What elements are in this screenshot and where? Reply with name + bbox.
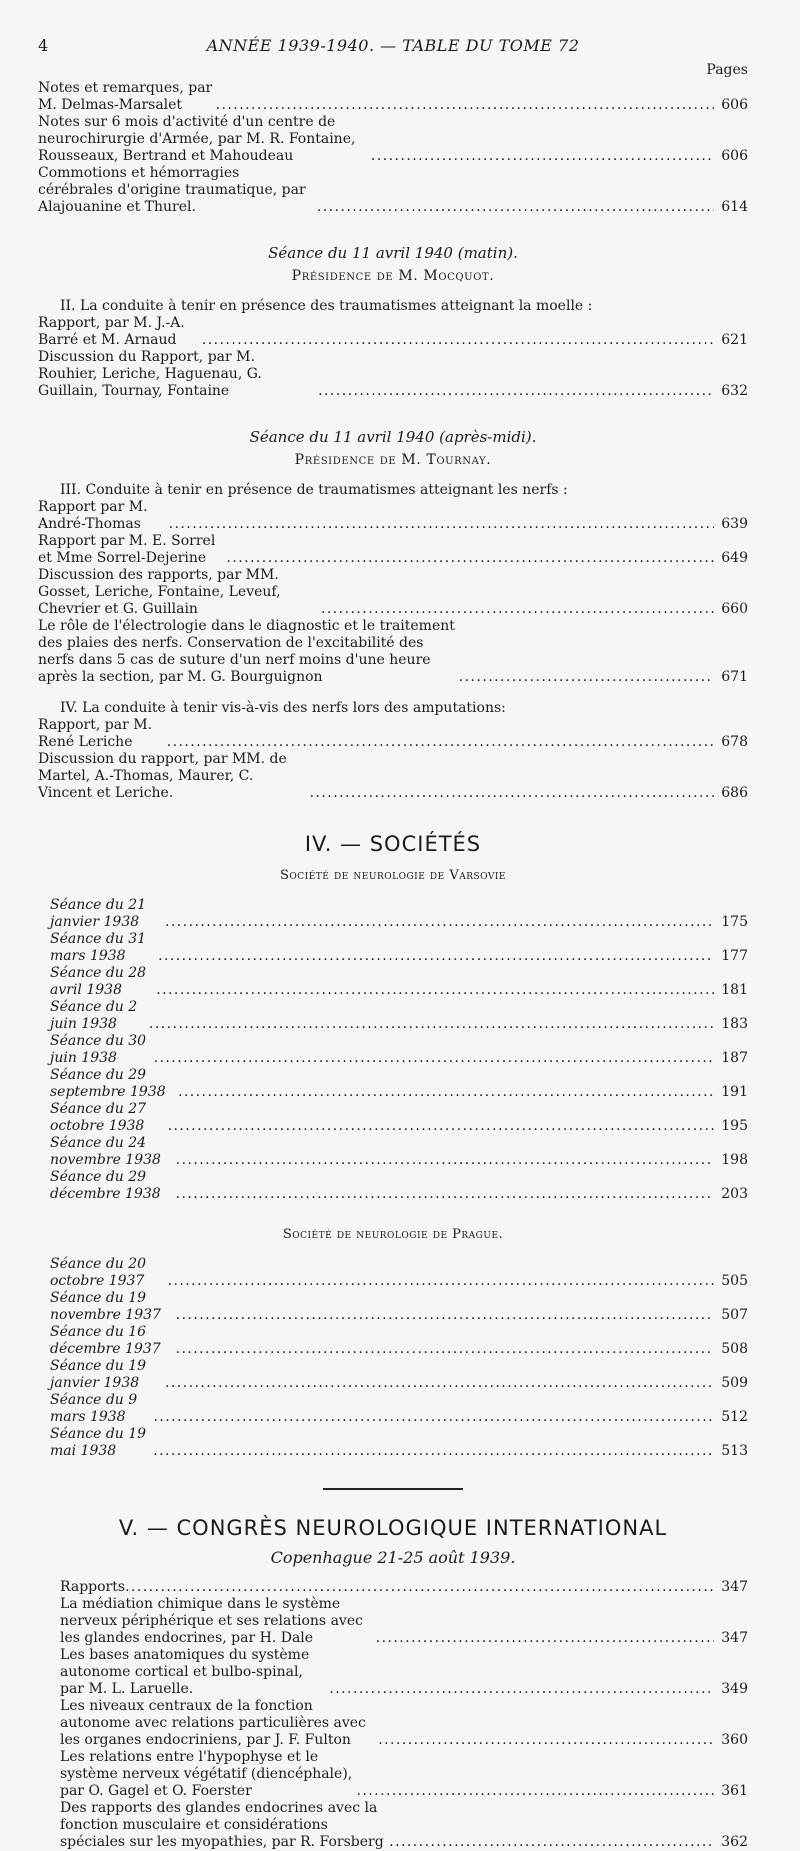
entry-page: 606 [721,97,748,113]
entry-page: 513 [721,1443,748,1459]
entry-label: Les niveaux centraux de la fonction autonome avec relations particulières avec les organes endocriniens, par J. F. Fulton [60,1698,366,1748]
entry-page: 649 [721,550,748,566]
toc-entry [38,165,748,216]
entry-page: 360 [721,1732,748,1748]
prague-block [38,1227,748,1460]
entry-label: Rapport par M. E. Sorrel et Mme Sorrel-Dejerine [38,533,216,566]
entry-label: Rapport par M. André-Thomas [38,499,148,532]
entry-page: 349 [721,1681,748,1697]
entry-label: Séance du 28 avril 1938 [50,965,147,998]
leader-dots [149,1016,714,1033]
leader-dots [156,982,714,999]
entry-label: Séance du 21 janvier 1938 [50,897,147,930]
leader-dots [153,1409,714,1426]
toc-entry [60,1800,748,1851]
leader-dots [226,550,714,567]
toc-entry [50,1426,748,1460]
leader-dots [202,332,714,349]
entry-label: Rapports [60,1579,126,1595]
entry-page: 508 [721,1341,748,1357]
entry-label: Séance du 20 octobre 1937 [50,1256,147,1289]
entry-page: 175 [721,914,748,930]
toc-entry [38,567,748,618]
leader-dots [371,148,714,165]
page-number: 4 [38,36,49,55]
entry-label: Commotions et hémorragies cérébrales d'origine traumatique, par Alajouanine et Thurel. [38,165,306,215]
entry-label: Séance du 19 mai 1938 [50,1426,147,1459]
leader-dots [153,1443,714,1460]
toc-entry [50,1135,748,1169]
leader-dots [176,1152,714,1169]
entry-page: 507 [721,1307,748,1323]
toc-entry [50,965,748,999]
toc-entry [50,931,748,965]
toc-entry [38,751,748,802]
toc-entry [50,1290,748,1324]
toc-entry [50,1324,748,1358]
toc-entry [38,80,748,114]
leader-dots [216,97,714,114]
leader-dots [378,1732,714,1749]
leader-dots [168,1273,714,1290]
entry-page: 191 [721,1084,748,1100]
varsovie-block [38,868,748,1203]
leader-dots [176,1307,714,1324]
toc-entry [50,1169,748,1203]
entry-page: 614 [721,199,748,215]
section-congres-heading: V. — CONGRÈS NEUROLOGIQUE INTERNATIONAL [118,1516,668,1540]
toc-entry [60,1698,748,1749]
toc-entry [50,1392,748,1426]
toc-entry [60,1749,748,1800]
prague-heading: Société de neurologie de Prague. [282,1227,504,1242]
entry-label: La médiation chimique dans le système nerveux périphérique et ses relations avec les glandes endocrines, par H. Dale [60,1596,363,1646]
entry-page: 606 [721,148,748,164]
congres-subheading: Copenhague 21-25 août 1939. [270,1548,516,1567]
seance-heading-afternoon: Séance du 11 avril 1940 (après-midi). [249,428,537,446]
congres-block [38,1579,748,1851]
pages-column-label: Pages [706,62,748,78]
entry-label: Séance du 31 mars 1938 [50,931,147,964]
toc-entry [50,1358,748,1392]
entry-label: Séance du 27 octobre 1938 [50,1101,147,1134]
leader-dots [178,1084,714,1101]
entry-label: Les relations entre l'hypophyse et le système nerveux végétatif (diencéphale), par O. Gagel et O. Foerster [60,1749,353,1799]
entry-label: Le rôle de l'électrologie dans le diagnostic et le traitement des plaies des nerfs. Conservation de l'excitabilité des nerfs dans 5 cas de suture d'un nerf moins d'une heure après la section, par M. G. Bourguignon [38,618,455,685]
leader-dots [318,383,714,400]
presidence-afternoon: Présidence de M. Tournay. [294,452,492,468]
entry-page: 639 [721,516,748,532]
leader-dots [310,785,714,802]
leader-dots [317,199,714,216]
entry-label: Séance du 29 décembre 1938 [50,1169,161,1202]
entry-page: 183 [721,1016,748,1032]
toc-entry [38,499,748,533]
entry-page: 177 [721,948,748,964]
leader-dots [154,1050,714,1067]
entry-label: Séance du 16 décembre 1937 [50,1324,161,1357]
toc-entry [60,1647,748,1698]
leader-dots [169,516,714,533]
entry-label: Séance du 19 novembre 1937 [50,1290,161,1323]
leader-dots [125,1579,714,1596]
entry-page: 512 [721,1409,748,1425]
entry-page: 347 [721,1579,748,1595]
toc-entry [38,533,748,567]
seance-heading-morning: Séance du 11 avril 1940 (matin). [268,244,518,262]
varsovie-heading: Société de neurologie de Varsovie [280,868,506,883]
entry-page: 678 [721,734,748,750]
presidence-morning: Présidence de M. Mocquot. [291,268,495,284]
entry-page: 509 [721,1375,748,1391]
entry-page: 686 [721,785,748,801]
leader-dots [376,1630,714,1647]
leader-dots [176,1186,714,1203]
top-entries [38,80,748,216]
part-4-heading: IV. La conduite à tenir vis-à-vis des nerfs lors des amputations: [60,700,506,716]
leader-dots [321,601,714,618]
toc-entry [50,897,748,931]
section-divider [323,1488,463,1490]
entry-label: Les bases anatomiques du système autonome cortical et bulbo-spinal, par M. L. Laruelle. [60,1647,310,1697]
toc-entry [60,1596,748,1647]
toc-entry [50,1067,748,1101]
part-2-heading: II. La conduite à tenir en présence des traumatismes atteignant la moelle : [60,298,593,314]
leader-dots [168,1118,714,1135]
entry-page: 621 [721,332,748,348]
entry-label: Séance du 29 septembre 1938 [50,1067,166,1100]
entry-page: 198 [721,1152,748,1168]
leader-dots [389,1834,714,1851]
toc-entry [60,1579,748,1596]
toc-entry [50,1033,748,1067]
entry-label: Séance du 2 juin 1938 [50,999,138,1032]
toc-entry [38,349,748,400]
entry-page: 505 [721,1273,748,1289]
leader-dots [165,914,714,931]
leader-dots [165,1375,714,1392]
entry-label: Séance du 19 janvier 1938 [50,1358,147,1391]
entry-page: 361 [721,1783,748,1799]
entry-label: Séance du 30 juin 1938 [50,1033,147,1066]
part-3-heading: III. Conduite à tenir en présence de traumatismes atteignant les nerfs : [60,482,568,498]
leader-dots [167,734,714,751]
toc-entry [38,315,748,349]
toc-entry [50,1256,748,1290]
entry-label: Discussion du rapport, par MM. de Martel, A.-Thomas, Maurer, C. Vincent et Leriche. [38,751,287,801]
entry-label: Discussion des rapports, par MM. Gosset, Leriche, Fontaine, Leveuf, Chevrier et G. Guillain [38,567,281,617]
toc-page [38,32,748,1851]
running-title: ANNÉE 1939-1940. — TABLE DU TOME 72 [206,36,580,55]
entry-page: 660 [721,601,748,617]
entry-label: Notes et remarques, par M. Delmas-Marsalet [38,80,213,113]
entry-page: 181 [721,982,748,998]
running-header [38,32,748,62]
toc-entry [38,717,748,751]
entry-label: Des rapports des glandes endocrines avec la fonction musculaire et considérations spéciales sur les myopathies, par R. Forsberg [60,1800,384,1850]
entry-page: 362 [721,1834,748,1850]
entry-label: Rapport, par M. René Leriche [38,717,153,750]
leader-dots [329,1681,714,1698]
leader-dots [459,669,714,686]
toc-entry [50,1101,748,1135]
leader-dots [356,1783,714,1800]
entry-label: Notes sur 6 mois d'activité d'un centre de neurochirurgie d'Armée, par M. R. Fontaine, Rousseaux, Bertrand et Mahoudeau [38,114,356,164]
leader-dots [176,1341,714,1358]
toc-entry [50,999,748,1033]
entry-label: Discussion du Rapport, par M. Rouhier, Leriche, Haguenau, G. Guillain, Tournay, Fontaine [38,349,262,399]
entry-page: 187 [721,1050,748,1066]
entry-label: Séance du 24 novembre 1938 [50,1135,161,1168]
leader-dots [158,948,714,965]
entry-page: 632 [721,383,748,399]
entry-page: 671 [721,669,748,685]
section-societes-heading: IV. — SOCIÉTÉS [304,832,482,856]
entry-page: 195 [721,1118,748,1134]
toc-entry [38,114,748,165]
entry-label: Séance du 9 mars 1938 [50,1392,138,1425]
toc-entry [38,618,748,686]
entry-page: 347 [721,1630,748,1646]
entry-label: Rapport, par M. J.-A. Barré et M. Arnaud [38,315,185,348]
entry-page: 203 [721,1186,748,1202]
